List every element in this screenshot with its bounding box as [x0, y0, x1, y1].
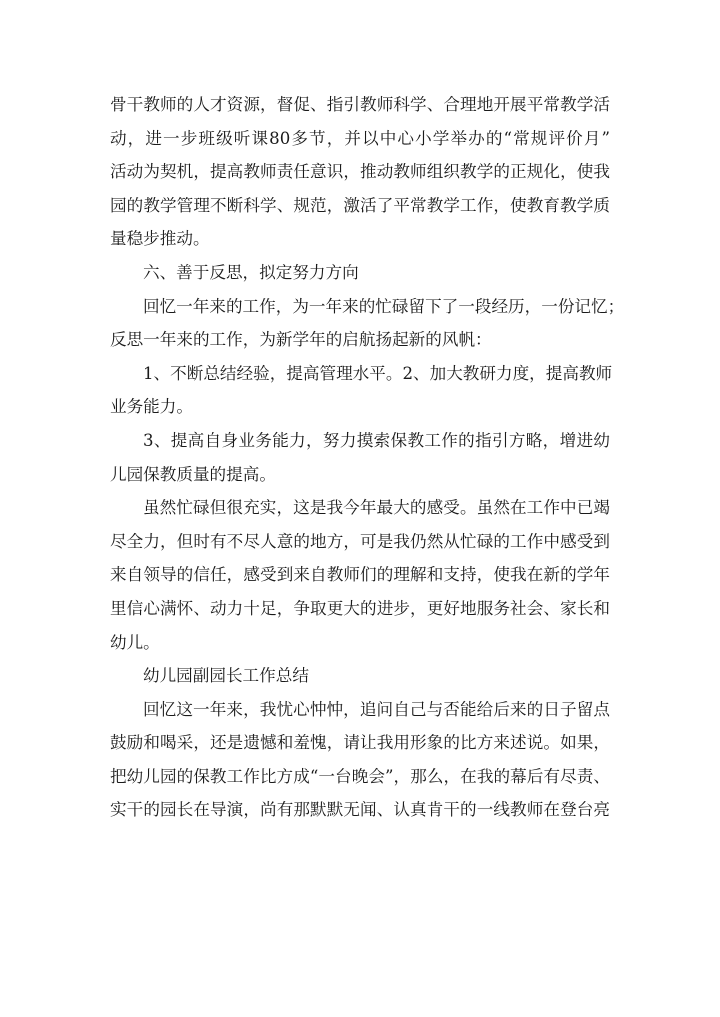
text-line: 来自领导的信任，感受到来自教师们的理解和支持，使我在新的学年: [110, 565, 610, 585]
text-line: 幼儿。: [110, 632, 160, 652]
text-line: 3、提高自身业务能力，努力摸索保教工作的指引方略，增进幼: [143, 430, 610, 450]
text-line: 尽全力，但时有不尽人意的地方，可是我仍然从忙碌的工作中感受到: [110, 531, 610, 551]
text-line: 1、不断总结经验，提高管理水平。2、加大教研力度，提高教师: [143, 363, 613, 383]
text-line: 儿园保教质量的提高。: [110, 464, 276, 484]
text-line: 量稳步推动。: [110, 229, 210, 249]
section-title: 幼儿园副园长工作总结: [143, 666, 309, 686]
text-line: 回忆一年来的工作，为一年来的忙碌留下了一段经历，一份记忆；: [143, 296, 625, 316]
section-heading: 六、善于反思，拟定努力方向: [143, 262, 359, 282]
text-line: 里信心满怀、动力十足，争取更大的进步，更好地服务社会、家长和: [110, 598, 610, 618]
text-line: 鼓励和喝采，还是遗憾和羞愧，请让我用形象的比方来述说。如果，: [110, 733, 610, 753]
text-line: 动，进一步班级听课80多节，并以中心小学举办的“常规评价月”: [110, 128, 610, 148]
text-line: 实干的园长在导演，尚有那默默无闻、认真肯干的一线教师在登台亮: [110, 800, 610, 820]
text-line: 虽然忙碌但很充实，这是我今年最大的感受。虽然在工作中已竭: [143, 498, 610, 518]
text-line: 园的教学管理不断科学、规范，激活了平常教学工作，使教育教学质: [110, 195, 610, 215]
text-line: 反思一年来的工作，为新学年的启航扬起新的风帆：: [110, 330, 492, 350]
text-line: 活动为契机，提高教师责任意识，推动教师组织教学的正规化，使我: [110, 162, 610, 182]
text-line: 骨干教师的人才资源，督促、指引教师科学、合理地开展平常教学活: [110, 95, 610, 114]
text-line: 回忆这一年来，我忧心忡忡，追问自己与否能给后来的日子留点: [143, 699, 610, 719]
document-page: [110, 88, 625, 827]
text-line: 把幼儿园的保教工作比方成“一台晚会”，那么，在我的幕后有尽责、: [110, 766, 610, 786]
text-line: 业务能力。: [110, 397, 193, 417]
